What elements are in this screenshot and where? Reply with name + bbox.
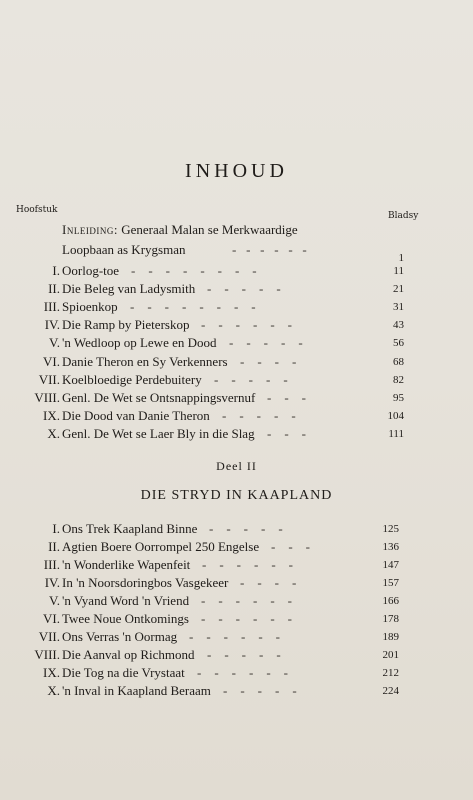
toc-entry	[0, 390, 473, 407]
toc-entry	[0, 263, 473, 280]
chapter-column-header: Hoofstuk	[16, 205, 58, 215]
chapter-title: Agtien Boere Oorrompel 250 Engelse	[62, 539, 260, 554]
intro-line-1	[0, 222, 473, 239]
toc-entry	[0, 683, 473, 700]
leader-dots: - - - - - - - -	[131, 263, 257, 278]
chapter-page: 178	[382, 613, 399, 625]
toc-entry	[0, 408, 473, 425]
chapter-title: 'n Vyand Word 'n Vriend	[62, 593, 190, 608]
chapter-number: III.	[43, 299, 60, 315]
toc-entry	[0, 575, 473, 592]
chapter-page: 157	[382, 577, 399, 589]
chapter-page: 166	[382, 595, 399, 607]
chapter-number: VII.	[38, 371, 60, 387]
leader-dots: - - - -	[240, 575, 297, 590]
leader-dots: - - - - - -	[201, 611, 292, 626]
chapter-number: III.	[43, 557, 60, 572]
leader-dots: - - - - -	[207, 281, 281, 297]
chapter-page: 82	[393, 373, 404, 386]
toc-entry	[0, 281, 473, 298]
chapter-page: 31	[393, 301, 404, 314]
page-title: INHOUD	[185, 160, 288, 182]
toc-entry	[0, 557, 473, 574]
chapter-title: Genl. De Wet se Laer Bly in die Slag	[62, 425, 255, 441]
chapter-number: II.	[48, 539, 60, 554]
chapter-title: Oorlog-toe	[62, 263, 120, 278]
leader-dots: - - - - - -	[201, 317, 292, 333]
chapter-title: 'n Wonderlike Wapenfeit	[62, 557, 191, 572]
toc-entry	[0, 317, 473, 334]
chapter-page: 224	[382, 685, 399, 697]
leader-dots: - - - - -	[222, 407, 296, 423]
intro-line-2	[0, 242, 473, 264]
leader-dots: - - - - - -	[232, 242, 307, 257]
chapter-number: VIII.	[34, 389, 60, 405]
toc-entry	[0, 426, 473, 443]
leader-dots: - - - - -	[209, 521, 283, 536]
leader-dots: - - - - -	[214, 371, 288, 387]
chapter-number: I.	[52, 521, 60, 536]
chapter-title: Ons Verras 'n Oormag	[62, 629, 178, 644]
intro-label: Inleiding:	[62, 222, 118, 237]
intro-title-line-2: Loopbaan as Krygsman	[62, 242, 186, 257]
leader-dots: - - -	[271, 539, 310, 554]
chapter-number: VI.	[43, 353, 60, 369]
toc-entry	[0, 521, 473, 538]
chapter-page: 136	[382, 541, 399, 553]
chapter-page: 201	[382, 649, 399, 661]
chapter-title: Spioenkop	[62, 299, 118, 315]
chapter-title: In 'n Noorsdoringbos Vasgekeer	[62, 575, 229, 590]
toc-entry	[0, 539, 473, 556]
intro-title-line-1: Generaal Malan se Merkwaardige	[121, 222, 298, 237]
toc-entry	[0, 354, 473, 371]
leader-dots: - - - - - -	[202, 557, 293, 572]
chapter-number: I.	[52, 263, 60, 278]
chapter-number: II.	[48, 281, 60, 297]
toc-entry	[0, 611, 473, 628]
toc-entry	[0, 593, 473, 610]
chapter-page: 125	[382, 523, 399, 535]
chapter-title: Ons Trek Kaapland Binne	[62, 521, 198, 536]
leader-dots: - - -	[267, 389, 306, 405]
toc-entry	[0, 372, 473, 389]
chapter-number: V.	[49, 335, 60, 351]
toc-entry	[0, 629, 473, 646]
part-label: Deel II	[216, 459, 257, 473]
chapter-title: Koelbloedige Perdebuitery	[62, 371, 202, 387]
chapter-number: IV.	[44, 317, 60, 333]
leader-dots: - - - - - - - -	[130, 299, 256, 315]
leader-dots: - - -	[267, 425, 306, 441]
chapter-page: 104	[387, 409, 404, 422]
leader-dots: - - - -	[240, 353, 297, 369]
chapter-title: Die Dood van Danie Theron	[62, 407, 210, 423]
chapter-title: 'n Wedloop op Lewe en Dood	[62, 335, 217, 351]
chapter-title: Genl. De Wet se Ontsnappingsvernuf	[62, 389, 256, 405]
chapter-page: 212	[382, 667, 399, 679]
toc-entry	[0, 647, 473, 664]
chapter-number: X.	[47, 683, 60, 698]
chapter-number: VI.	[43, 611, 60, 626]
toc-entry	[0, 299, 473, 316]
toc-entry	[0, 665, 473, 682]
leader-dots: - - - - -	[223, 683, 297, 698]
leader-dots: - - - - - -	[197, 665, 288, 680]
leader-dots: - - - - - -	[201, 593, 292, 608]
chapter-page: 11	[393, 265, 404, 277]
chapter-title: Danie Theron en Sy Verkenners	[62, 353, 228, 369]
toc-entry	[0, 335, 473, 352]
chapter-page: 95	[393, 391, 404, 404]
page-column-header: Bladsy	[388, 211, 419, 221]
leader-dots: - - - - - -	[189, 629, 280, 644]
chapter-page: 147	[382, 559, 399, 571]
chapter-page: 68	[393, 355, 404, 368]
chapter-title: Die Aanval op Richmond	[62, 647, 195, 662]
chapter-number: VIII.	[34, 647, 60, 662]
chapter-number: V.	[49, 593, 60, 608]
chapter-number: VII.	[38, 629, 60, 644]
chapter-number: X.	[47, 425, 60, 441]
chapter-page: 21	[393, 283, 404, 296]
chapter-number: IX.	[43, 407, 60, 423]
chapter-page: 43	[393, 319, 404, 332]
chapter-page: 111	[388, 427, 404, 440]
chapter-page: 56	[393, 337, 404, 350]
leader-dots: - - - - -	[207, 647, 281, 662]
chapter-number: IV.	[44, 575, 60, 590]
chapter-title: 'n Inval in Kaapland Beraam	[62, 683, 211, 698]
chapter-title: Die Ramp by Pieterskop	[62, 317, 190, 333]
intro-page: 1	[398, 252, 404, 264]
part-title: DIE STRYD IN KAAPLAND	[140, 488, 333, 503]
leader-dots: - - - - -	[229, 335, 303, 351]
chapter-number: IX.	[43, 665, 60, 680]
chapter-title: Die Tog na die Vrystaat	[62, 665, 185, 680]
chapter-title: Die Beleg van Ladysmith	[62, 281, 196, 297]
chapter-title: Twee Noue Ontkomings	[62, 611, 189, 626]
chapter-page: 189	[382, 631, 399, 643]
